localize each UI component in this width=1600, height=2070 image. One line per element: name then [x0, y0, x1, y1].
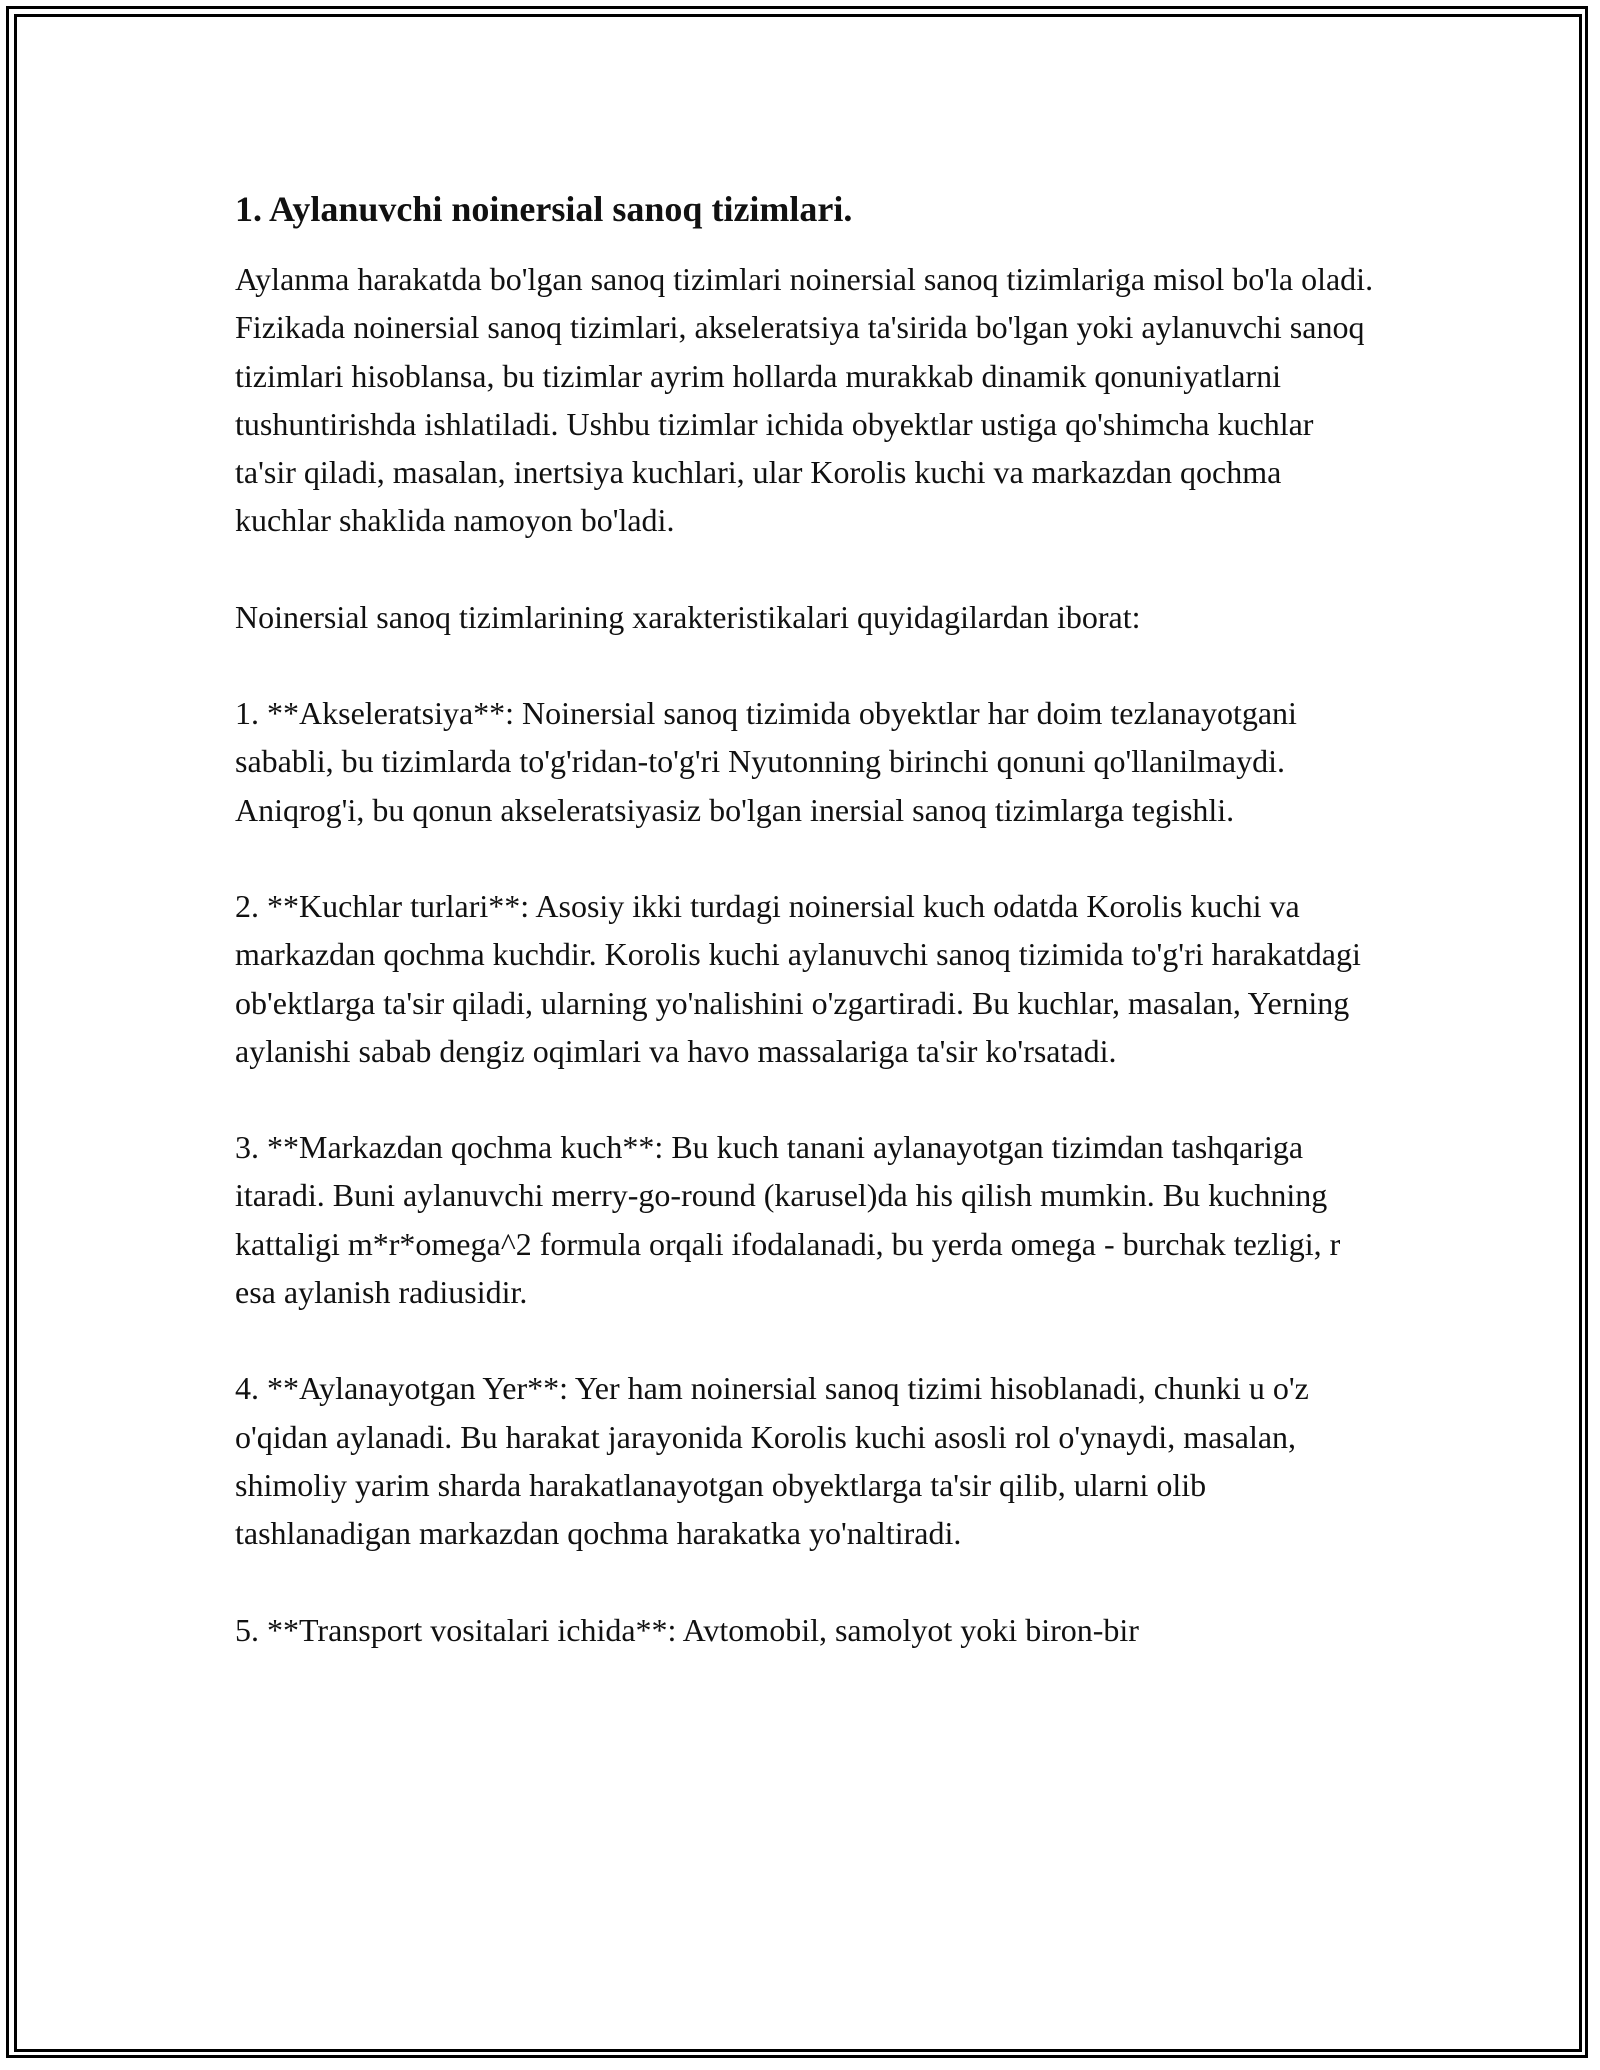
document-title: 1. Aylanuvchi noinersial sanoq tizimlari. [235, 189, 853, 229]
intro-paragraph: Aylanma harakatda bo'lgan sanoq tizimlari noinersial sanoq tizimlariga misol bo'la oladi. Fizikada noinersial sanoq tizimlari, akseleratsiya ta'sirida bo'lgan yoki aylanuvchi sanoq tizimlari hisoblansa, bu tizimlar ayrim hollarda murakkab dinamik qonuniyatlarni tushuntirishda ishlatiladi. Ushbu tizimlar ichida obyektlar ustiga qo'shimcha kuchlar ta'sir qiladi, masalan, inertsiya kuchlari, ular Korolis kuchi va markazdan qochma kuchlar shaklida namoyon bo'ladi. [235, 261, 1374, 539]
item-3-paragraph: 3. **Markazdan qochma kuch**: Bu kuch tanani aylanayotgan tizimdan tashqariga itaradi. Buni aylanuvchi merry-go-round (karusel)da his qilish mumkin. Bu kuchning kattaligi m*r*omega^2 formula orqali ifodalanadi, bu yerda omega - burchak tezligi, r esa aylanish radiusidir. [235, 1129, 1341, 1311]
document-body [235, 185, 1375, 1654]
item-2-paragraph: 2. **Kuchlar turlari**: Asosiy ikki turdagi noinersial kuch odatda Korolis kuchi va markazdan qochma kuchdir. Korolis kuchi aylanuvchi sanoq tizimida to'g'ri harakatdagi ob'ektlarga ta'sir qiladi, ularning yo'nalishini o'zgartiradi. Bu kuchlar, masalan, Yerning aylanishi sabab dengiz oqimlari va havo massalariga ta'sir ko'rsatadi. [235, 887, 1361, 1069]
item-4-paragraph: 4. **Aylanayotgan Yer**: Yer ham noinersial sanoq tizimi hisoblanadi, chunki u o'z o'qidan aylanadi. Bu harakat jarayonida Korolis kuchi asosli rol o'ynaydi, masalan, shimoliy yarim sharda harakatlanayotgan obyektlarga ta'sir qilib, ularni olib tashlanadigan markazdan qochma harakatka yo'naltiradi. [235, 1370, 1309, 1552]
characteristics-lead-paragraph: Noinersial sanoq tizimlarining xarakteristikalari quyidagilardan iborat: [235, 598, 1141, 635]
item-1-paragraph: 1. **Akseleratsiya**: Noinersial sanoq tizimida obyektlar har doim tezlanayotgani sababli, bu tizimlarda to'g'ridan-to'g'ri Nyutonning birinchi qonuni qo'llanilmaydi. Aniqrog'i, bu qonun akseleratsiyasiz bo'lgan inersial sanoq tizimlarga tegishli. [235, 695, 1297, 828]
item-5-paragraph: 5. **Transport vositalari ichida**: Avtomobil, samolyot yoki biron-bir [235, 1611, 1139, 1648]
